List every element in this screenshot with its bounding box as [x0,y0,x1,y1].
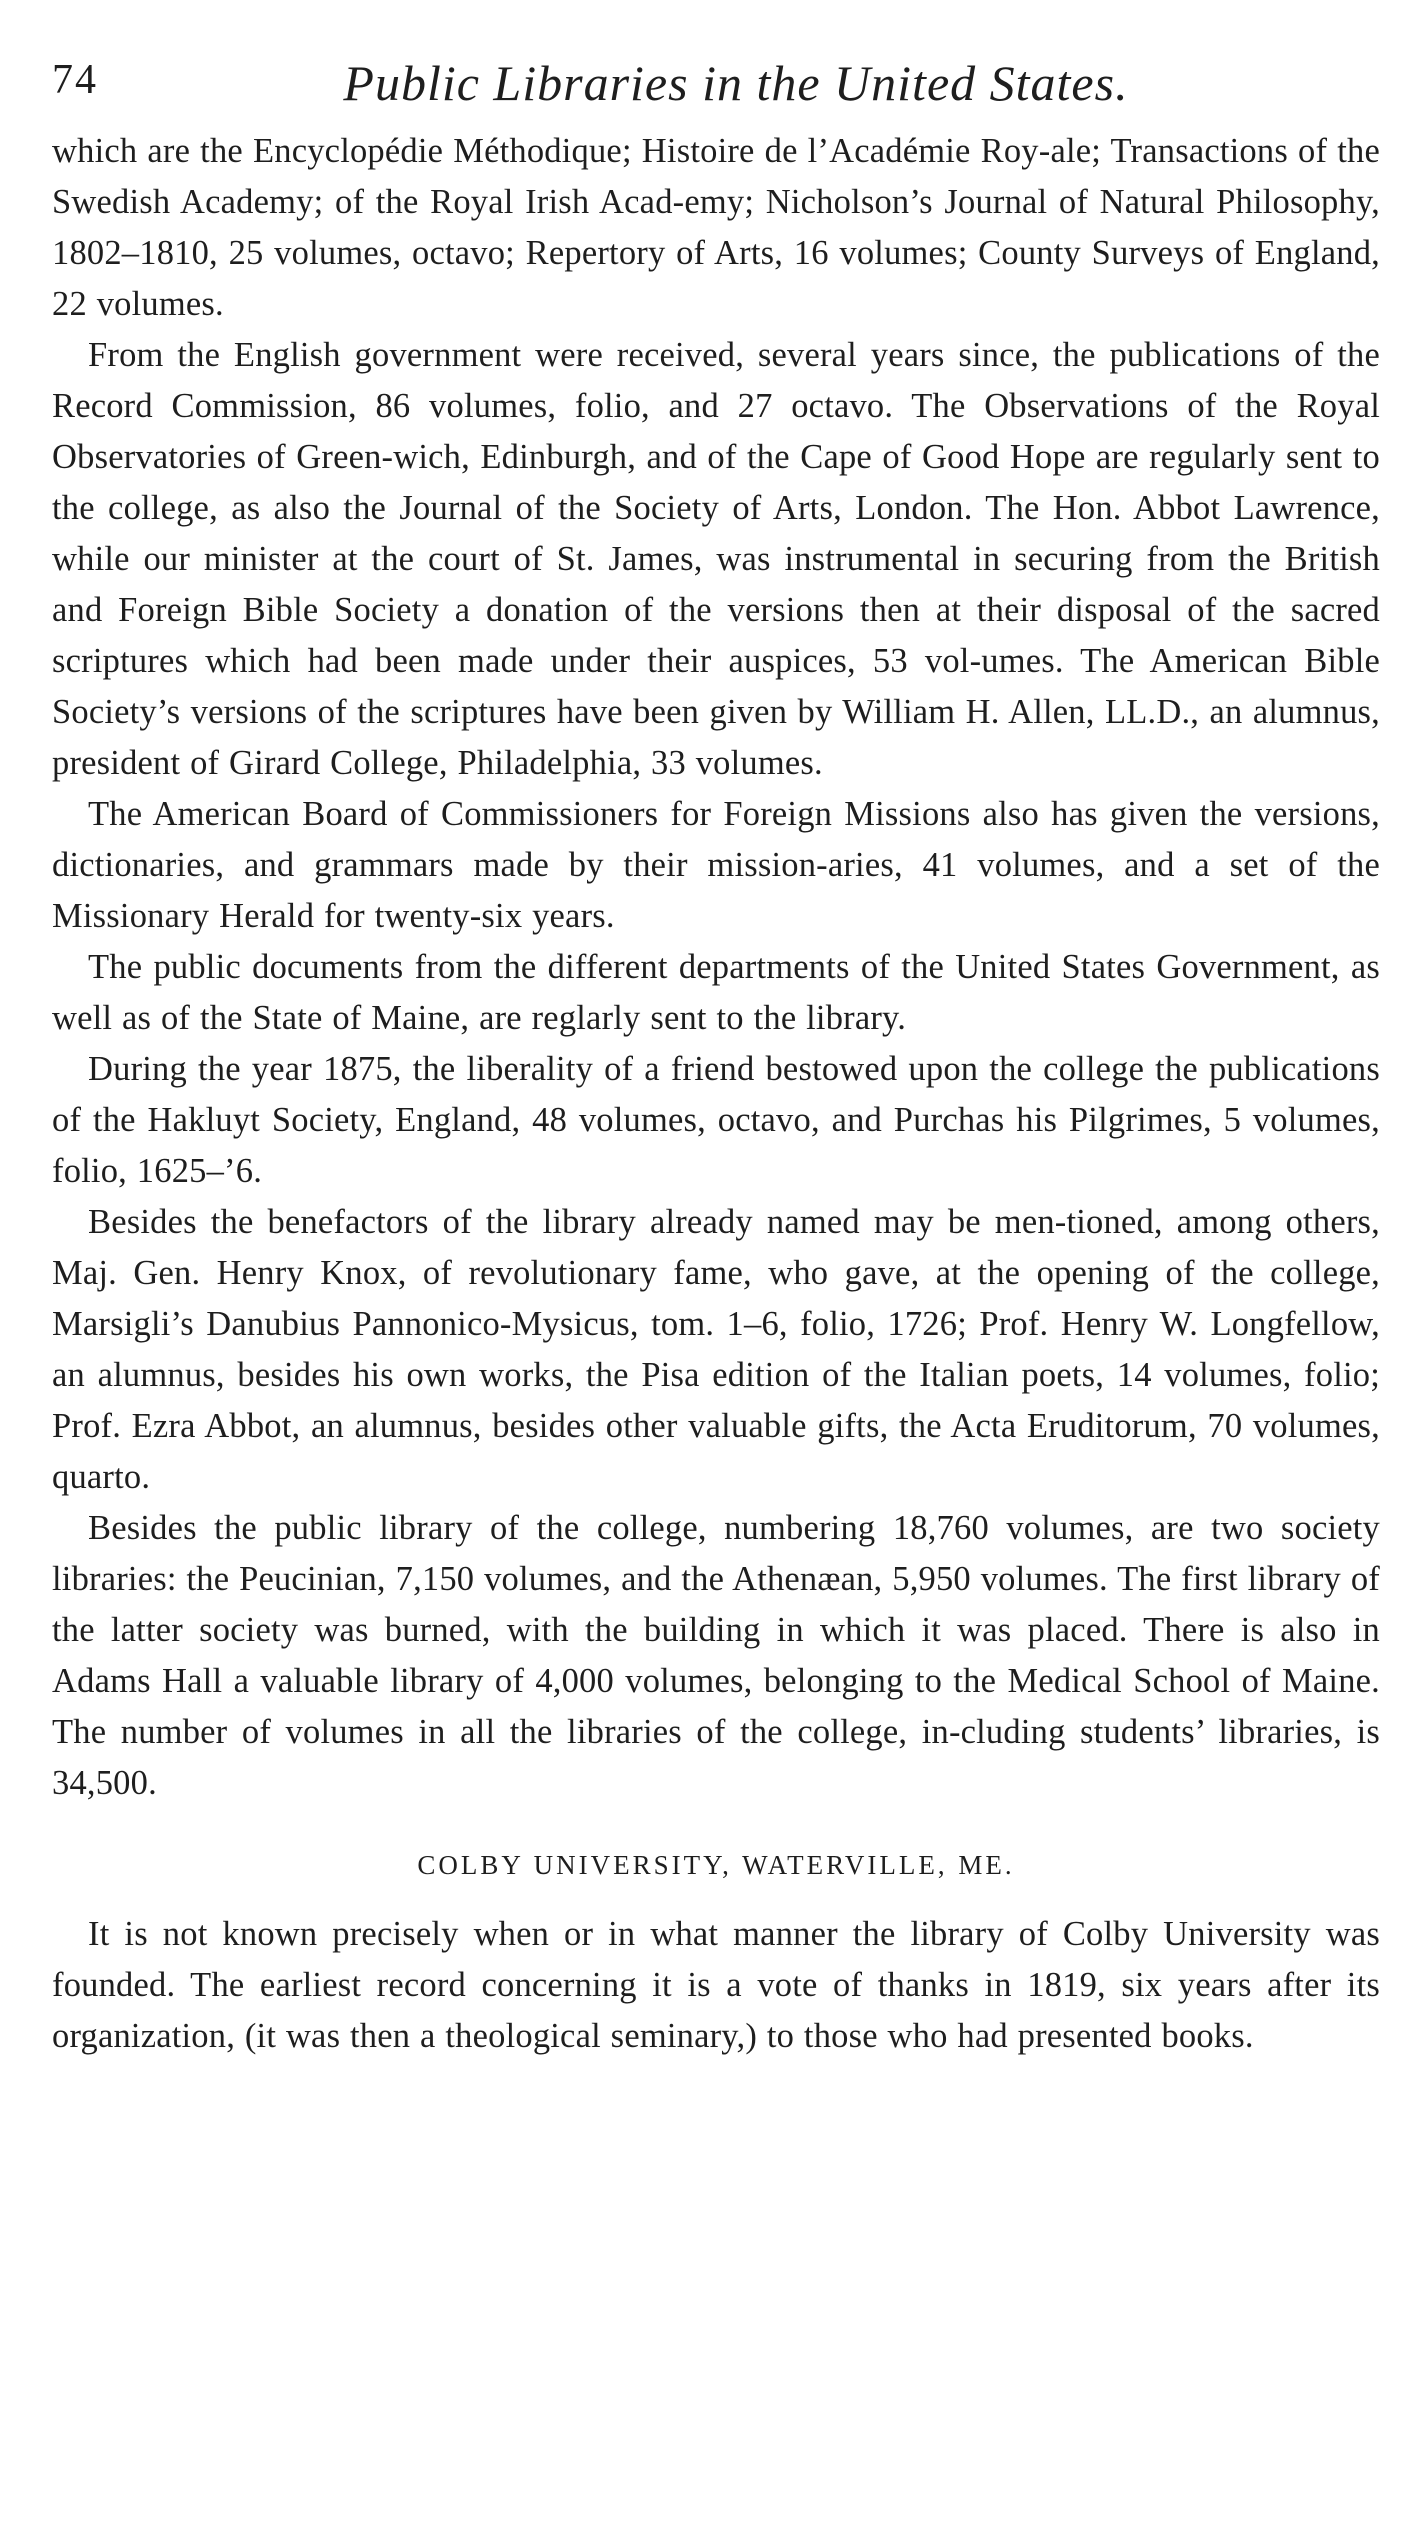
running-title: Public Libraries in the United States. [343,55,1129,111]
paragraph: Besides the public library of the college, numbering 18,760 volumes, are two society libraries: the Peucinian, 7,150 volumes, and the Athenæan, 5,950 volumes. The first library of the latter society was burned, with the building in which it was placed. There is also in Adams Hall a valuable library of 4,000 volumes, belonging to the Medical School of Maine. The number of volumes in all the libraries of the college, in-cluding students’ libraries, is 34,500. [52,1509,1380,1802]
paragraph: During the year 1875, the liberality of a friend bestowed upon the college the publications of the Hakluyt Society, England, 48 volumes, octavo, and Purchas his Pilgrimes, 5 volumes, folio, 1625–’6. [52,1050,1380,1190]
paragraph: The public documents from the different departments of the United States Government, as well as of the State of Maine, are reglarly sent to the library. [52,948,1380,1037]
page-number: 74 [52,57,98,103]
running-head [52,48,1380,126]
body-text [52,126,1380,2062]
paragraph: The American Board of Commissioners for Foreign Missions also has given the versions, dictionaries, and grammars made by their mission-aries, 41 volumes, and a set of the Missionary Herald for twenty-six years. [52,795,1380,935]
book-page [52,48,1380,2062]
paragraph: It is not known precisely when or in what manner the library of Colby University was founded. The earliest record concerning it is a vote of thanks in 1819, six years after its organization, (it was then a theological seminary,) to those who had presented books. [52,1915,1380,2055]
section-heading: COLBY UNIVERSITY, WATERVILLE, ME. [417,1850,1015,1880]
paragraph: which are the Encyclopédie Méthodique; Histoire de l’Académie Roy-ale; Transactions of the Swedish Academy; of the Royal Irish Acad-emy; Nicholson’s Journal of Natural Philosophy, 1802–1810, 25 volumes, octavo; Repertory of Arts, 16 volumes; County Surveys of England, 22 volumes. [52,132,1380,323]
paragraph: From the English government were received, several years since, the publications of the Record Commission, 86 volumes, folio, and 27 octavo. The Observations of the Royal Observatories of Green-wich, Edinburgh, and of the Cape of Good Hope are regularly sent to the college, as also the Journal of the Society of Arts, London. The Hon. Abbot Lawrence, while our minister at the court of St. James, was instrumental in securing from the British and Foreign Bible Society a donation of the versions then at their disposal of the sacred scriptures which had been made under their auspices, 53 vol-umes. The American Bible Society’s versions of the scriptures have been given by William H. Allen, LL.D., an alumnus, president of Girard College, Philadelphia, 33 volumes. [52,336,1380,782]
paragraph: Besides the benefactors of the library already named may be men-tioned, among others, Maj. Gen. Henry Knox, of revolutionary fame, who gave, at the opening of the college, Marsigli’s Danubius Pannonico-Mysicus, tom. 1–6, folio, 1726; Prof. Henry W. Longfellow, an alumnus, besides his own works, the Pisa edition of the Italian poets, 14 volumes, folio; Prof. Ezra Abbot, an alumnus, besides other valuable gifts, the Acta Eruditorum, 70 volumes, quarto. [52,1203,1380,1496]
